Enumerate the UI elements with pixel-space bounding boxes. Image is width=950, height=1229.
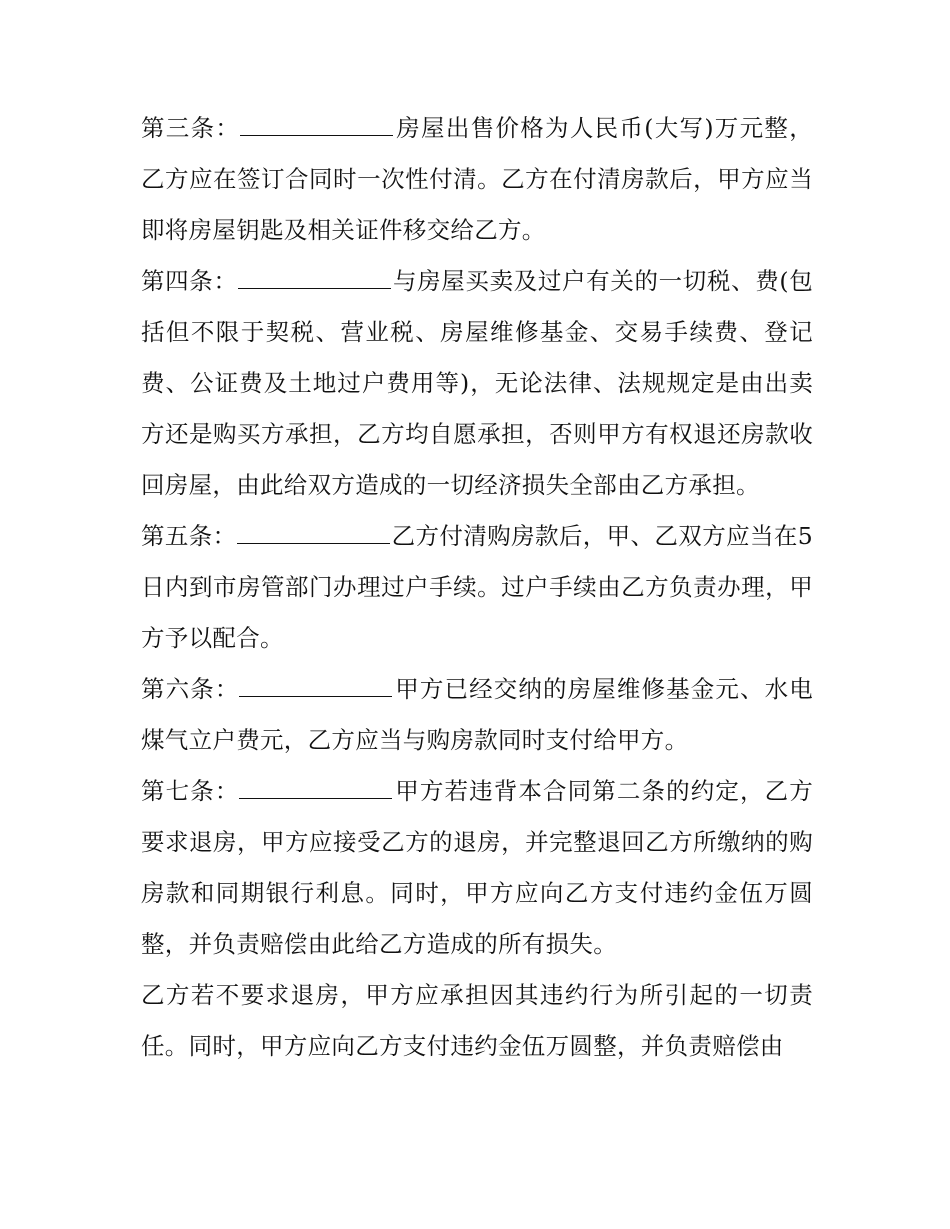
article-3-blank <box>240 113 393 136</box>
article-6-label: 第六条： <box>141 675 240 703</box>
article-5-blank <box>237 521 390 544</box>
article-4-text: 与房屋买卖及过户有关的一切税、费(包括但不限于契税、营业税、房屋维修基金、交易手续费、登记费、公证费及土地过户费用等)，无论法律、法规规定是由出卖方还是购买方承担，乙方均自愿承担，否则甲方有权退还房款收回房屋，由此给双方造成的一切经济损失全部由乙方承担。 <box>141 267 813 499</box>
article-4-paragraph <box>141 256 813 511</box>
article-7-blank <box>239 776 392 799</box>
article-7-continuation-paragraph <box>141 970 813 1072</box>
article-7-continuation-text: 乙方若不要求退房，甲方应承担因其违约行为所引起的一切责任。同时，甲方应向乙方支付违约金伍万圆整，并负责赔偿由 <box>141 981 813 1060</box>
article-5-label: 第五条： <box>141 522 237 550</box>
article-3-label: 第三条： <box>141 114 241 142</box>
article-6-paragraph <box>141 664 813 766</box>
article-3-text: 房屋出售价格为人民币(大写)万元整，乙方应在签订合同时一次性付清。乙方在付清房款后，甲方应当即将房屋钥匙及相关证件移交给乙方。 <box>141 114 813 244</box>
article-7-text: 甲方若违背本合同第二条的约定，乙方要求退房，甲方应接受乙方的退房，并完整退回乙方所缴纳的购房款和同期银行利息。同时，甲方应向乙方支付违约金伍万圆整，并负责赔偿由此给乙方造成的所有损失。 <box>141 777 813 958</box>
article-5-paragraph <box>141 511 813 664</box>
article-5-text: 乙方付清购房款后，甲、乙双方应当在5日内到市房管部门办理过户手续。过户手续由乙方负责办理，甲方予以配合。 <box>141 522 813 652</box>
article-4-blank <box>238 266 391 289</box>
article-7-label: 第七条： <box>141 777 240 805</box>
article-6-text: 甲方已经交纳的房屋维修基金元、水电煤气立户费元，乙方应当与购房款同时支付给甲方。 <box>141 675 813 754</box>
article-3-paragraph <box>141 103 813 256</box>
contract-page <box>141 103 813 1072</box>
article-7-paragraph <box>141 766 813 970</box>
article-4-label: 第四条： <box>141 267 238 295</box>
article-6-blank <box>239 674 392 697</box>
